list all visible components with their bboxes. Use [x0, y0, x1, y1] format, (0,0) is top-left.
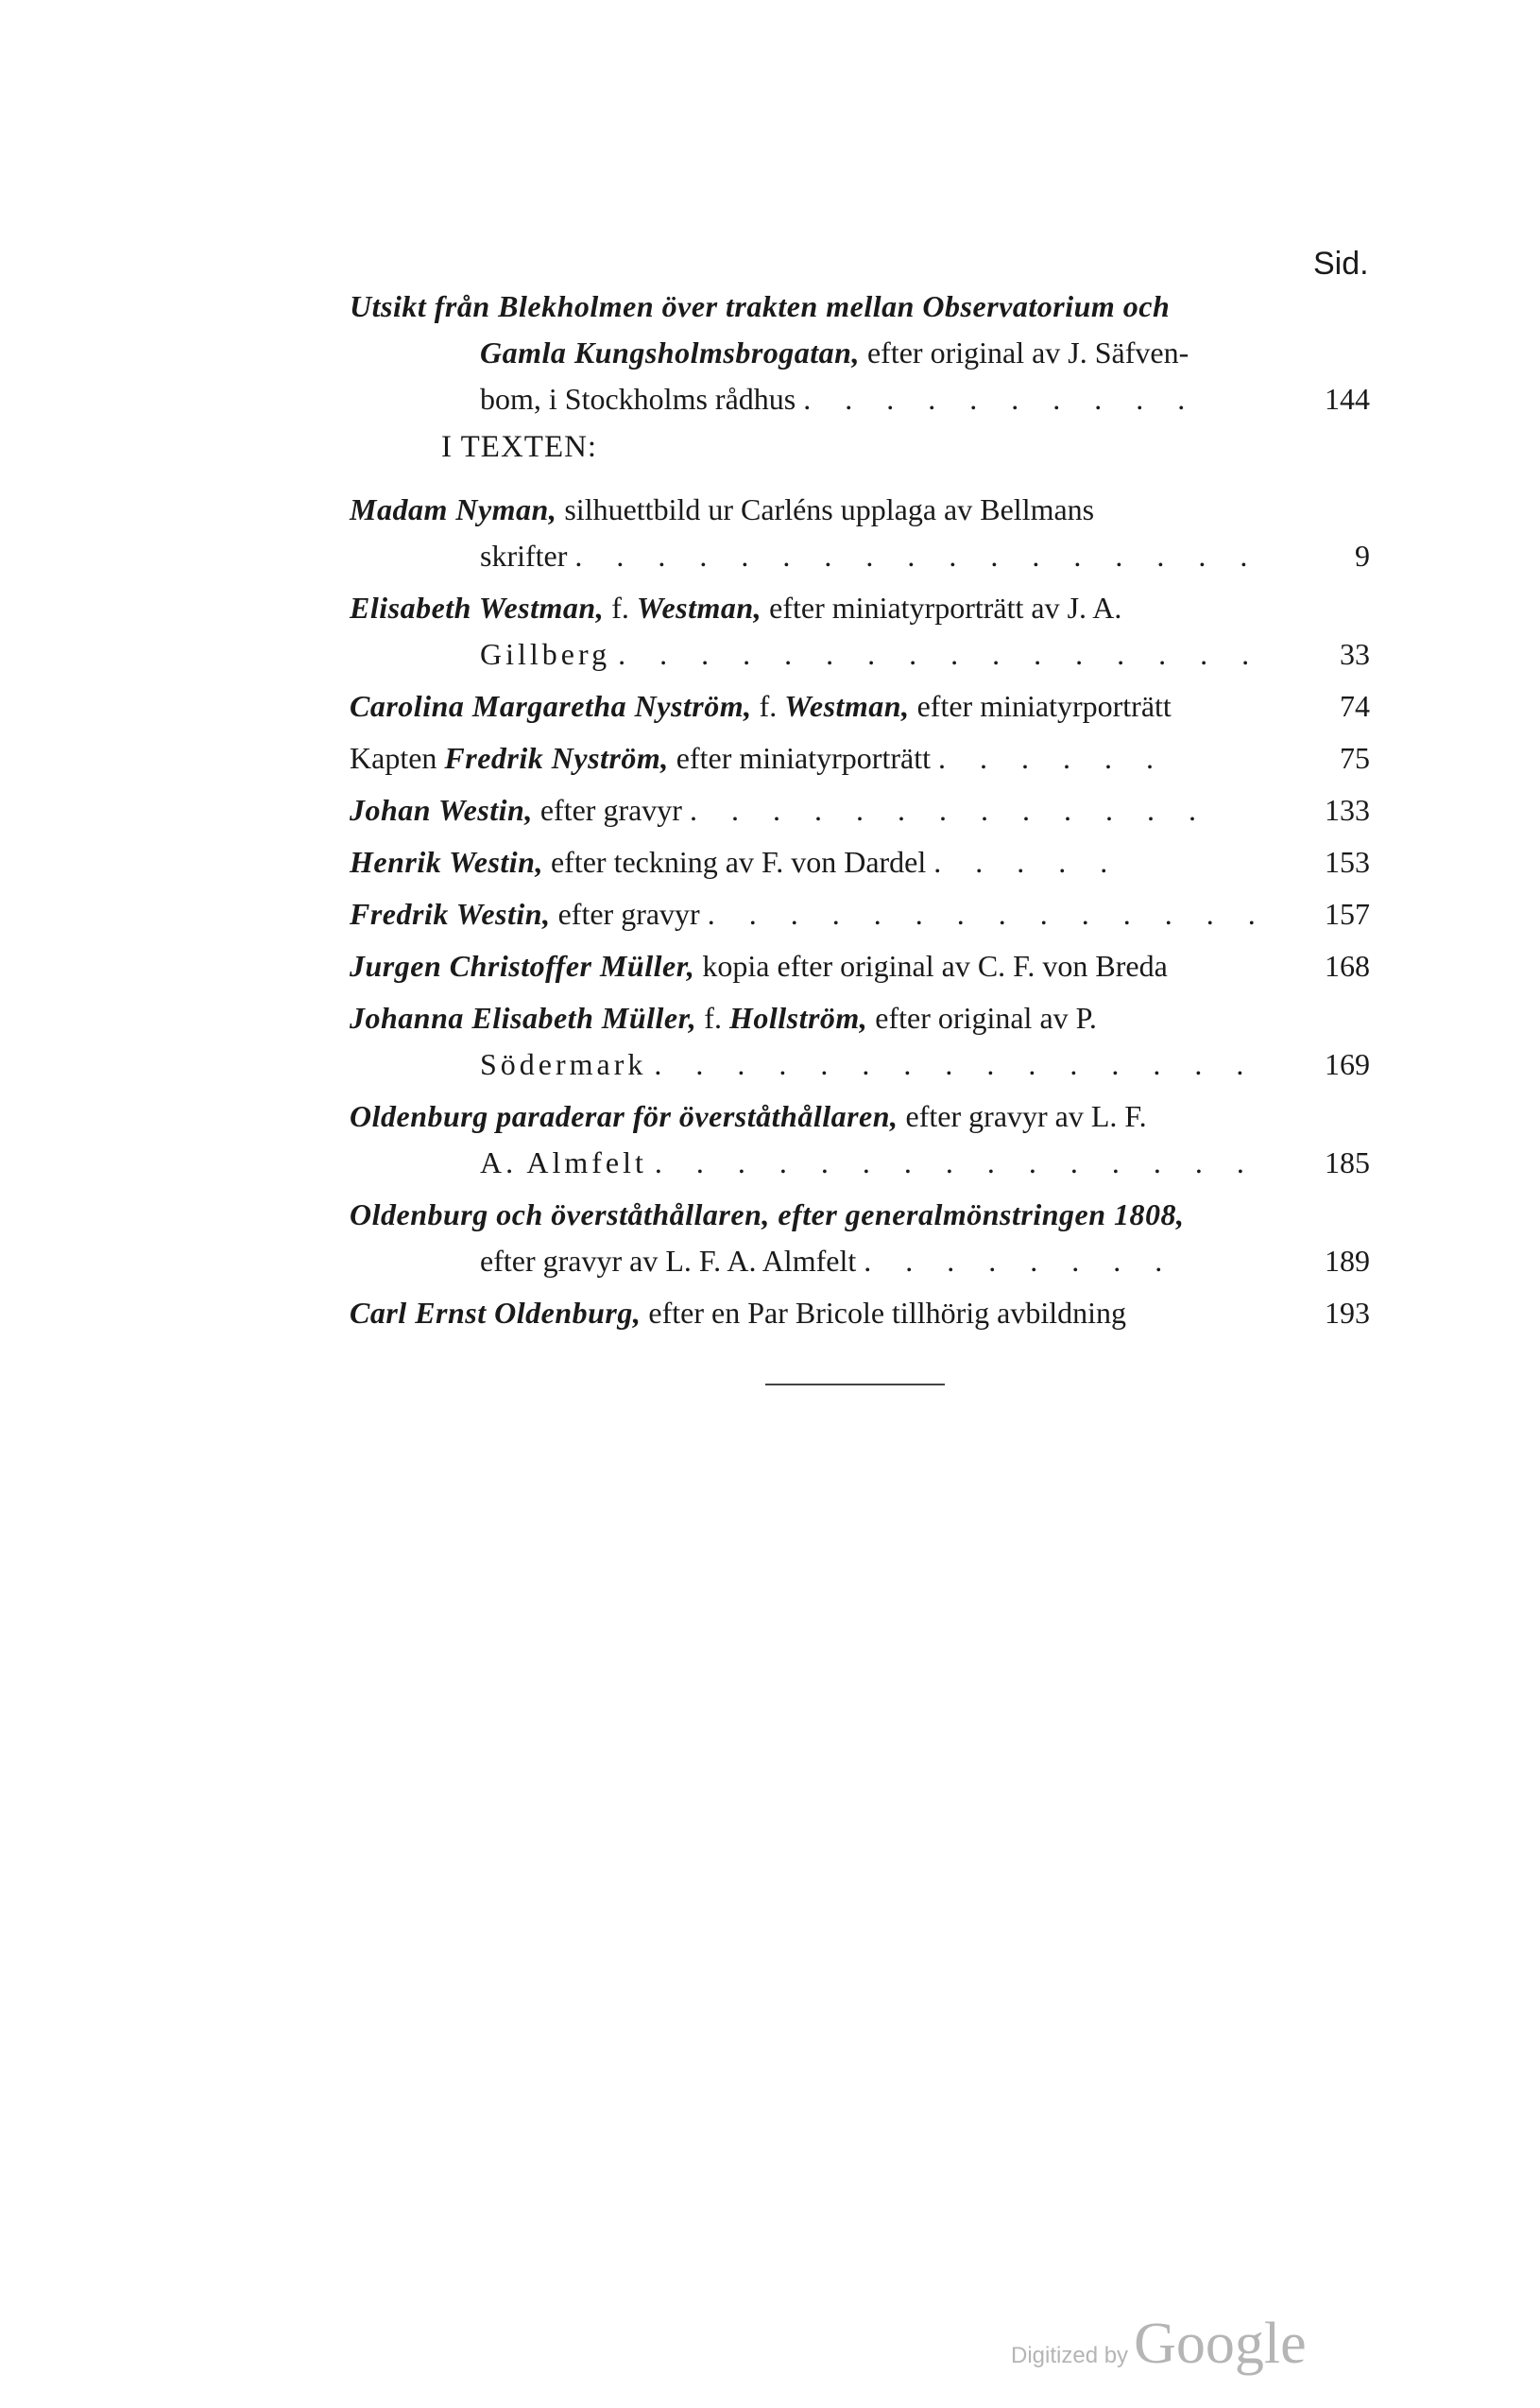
google-logo: Google: [1134, 2312, 1307, 2376]
entry-text: [350, 284, 1313, 422]
entry-title: Henrik Westin,: [350, 845, 543, 879]
page-number: 189: [1325, 1244, 1370, 1278]
entry-title: Madam Nyman,: [350, 492, 557, 526]
entry-title: Carolina Margaretha Nyström,: [350, 689, 752, 723]
text-illustration-list: [350, 487, 1370, 1342]
list-entry: Jurgen Christoffer Müller, kopia efter original av C. F. von Breda 168: [350, 943, 1370, 989]
digitized-by-google-watermark: Digitized byGoogle: [1011, 2312, 1307, 2376]
entry-title: Oldenburg paraderar för överståthållaren,: [350, 1099, 898, 1133]
list-entry: Oldenburg paraderar för överståthållaren, efter gravyr av L. F. A. Almfelt . . . . . . . . . . . . . . . 185: [350, 1093, 1370, 1186]
page-number: 157: [1325, 897, 1370, 931]
list-entry: Johan Westin, efter gravyr . . . . . . . . . . . . . 133: [350, 787, 1370, 834]
list-entry: Elisabeth Westman, f. Westman, efter miniatyrporträtt av J. A. Gillberg . . . . . . . . . . . . . . . . 33: [350, 585, 1370, 678]
page-number: 9: [1355, 539, 1370, 573]
entry-continuation: bom, i Stockholms rådhus . . . . . . . . . .: [480, 382, 1199, 416]
list-entry-plate: [350, 284, 1370, 422]
list-entry: Johanna Elisabeth Müller, f. Hollström, efter original av P. Södermark . . . . . . . . . . . . . . . 169: [350, 995, 1370, 1088]
page-column-label: Sid.: [1313, 246, 1369, 282]
list-entry: Carolina Margaretha Nyström, f. Westman, efter miniatyrporträtt 74: [350, 683, 1370, 730]
section-heading: I TEXTEN:: [441, 430, 598, 464]
entry-continuation: Gamla Kungsholmsbrogatan, efter original av J. Säfven-: [480, 335, 1189, 370]
entry-title: Carl Ernst Oldenburg,: [350, 1296, 642, 1330]
entry-title: Fredrik Westin,: [350, 897, 551, 931]
page-number: 33: [1340, 637, 1370, 671]
list-entry: Carl Ernst Oldenburg, efter en Par Bricole tillhörig avbildning 193: [350, 1290, 1370, 1336]
page-number: 153: [1325, 845, 1370, 879]
entry-title: Elisabeth Westman,: [350, 591, 605, 625]
illustration-list: [350, 284, 1370, 422]
entry-title: Jurgen Christoffer Müller,: [350, 949, 695, 983]
list-entry: Fredrik Westin, efter gravyr . . . . . . . . . . . . . . 157: [350, 891, 1370, 937]
entry-title: Johan Westin,: [350, 793, 533, 827]
list-entry: Kapten Fredrik Nyström, efter miniatyrporträtt . . . . . . 75: [350, 735, 1370, 782]
page-number: 169: [1325, 1047, 1370, 1081]
page-number: 168: [1325, 949, 1370, 983]
divider-rule: [765, 1384, 945, 1385]
entry-title: Oldenburg och överståthållaren, efter generalmönstringen 1808,: [350, 1197, 1185, 1231]
entry-title: Fredrik Nyström,: [444, 741, 669, 775]
entry-title: Johanna Elisabeth Müller,: [350, 1001, 697, 1035]
page-number: 193: [1325, 1296, 1370, 1330]
page-number: 75: [1340, 741, 1370, 775]
list-entry: Henrik Westin, efter teckning av F. von Dardel . . . . . 153: [350, 839, 1370, 886]
list-entry: Oldenburg och överståthållaren, efter generalmönstringen 1808, efter gravyr av L. F. A. Almfelt . . . . . . . . 189: [350, 1192, 1370, 1284]
list-entry: Madam Nyman, silhuettbild ur Carléns upplaga av Bellmans skrifter . . . . . . . . . . . . . . . . . 9: [350, 487, 1370, 579]
page-number: 185: [1325, 1145, 1370, 1179]
entry-title: Utsikt från Blekholmen över trakten mellan Observatorium och: [350, 289, 1171, 323]
page-number: 74: [1340, 689, 1370, 723]
page-number: 133: [1325, 793, 1370, 827]
page-number: 144: [1325, 382, 1370, 416]
